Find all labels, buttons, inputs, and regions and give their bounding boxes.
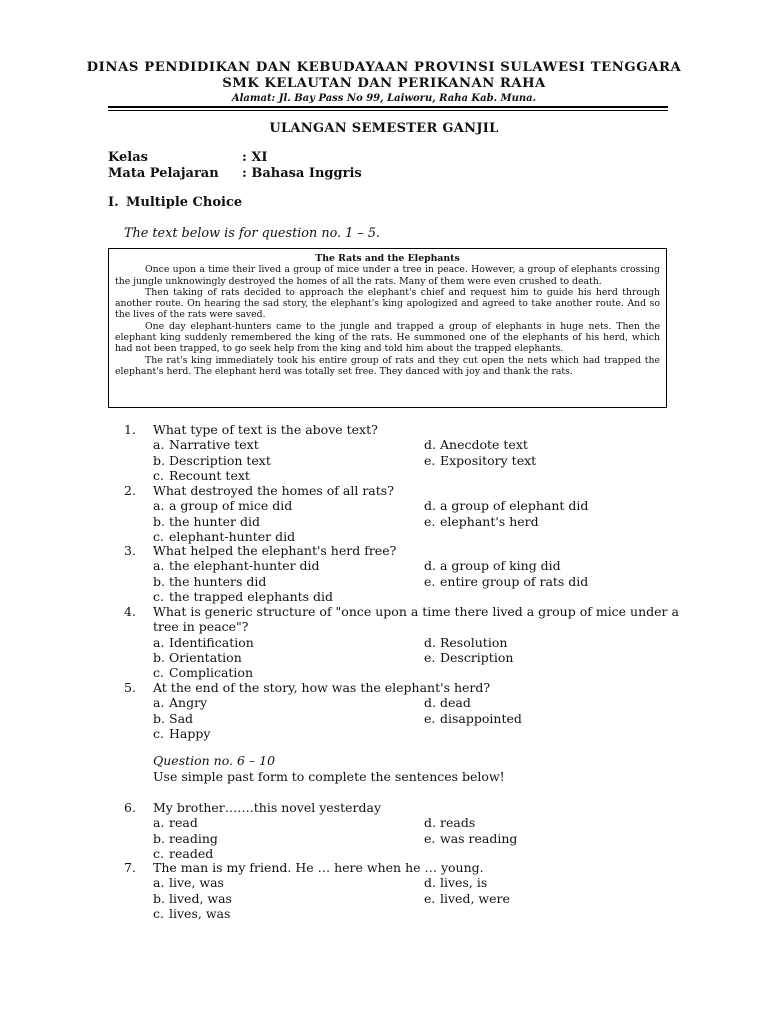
option-a: a. Identification bbox=[153, 634, 254, 650]
part2-label: Question no. 6 – 10 bbox=[153, 753, 276, 768]
option-b: b. lived, was bbox=[153, 890, 232, 906]
option-d: d. lives, is bbox=[424, 875, 488, 891]
question-7 bbox=[124, 860, 684, 921]
passage-paragraph: The rat's king immediately took his entire group of rats and they cut open the nets which had trapped the elephant's herd. The elephant herd was totally set free. They danced with joy and thank the rats. bbox=[115, 354, 660, 377]
question-number: 7. bbox=[124, 860, 136, 875]
option-c: c. elephant-hunter did bbox=[153, 528, 296, 544]
option-a: a. read bbox=[153, 815, 198, 831]
option-list bbox=[153, 558, 684, 604]
passage-title: The Rats and the Elephants bbox=[315, 253, 460, 264]
question-text: What destroyed the homes of all rats? bbox=[153, 483, 394, 498]
option-d: d. reads bbox=[424, 815, 476, 831]
option-a: a. the elephant-hunter did bbox=[153, 558, 320, 574]
passage-intro: The text below is for question no. 1 – 5. bbox=[124, 226, 381, 241]
option-list bbox=[153, 635, 684, 681]
option-a: a. a group of mice did bbox=[153, 498, 293, 514]
question-number: 6. bbox=[124, 800, 136, 815]
option-b: b. the hunters did bbox=[153, 573, 267, 589]
question-number: 4. bbox=[124, 604, 136, 619]
option-b: b. Description text bbox=[153, 452, 271, 468]
class-value: : XI bbox=[242, 150, 268, 165]
subject-row bbox=[108, 166, 362, 182]
question-text: What is generic structure of "once upon a time there lived a group of mice under a tree in peace"? bbox=[153, 604, 679, 635]
option-b: b. reading bbox=[153, 830, 218, 846]
option-list bbox=[153, 498, 684, 544]
option-a: a. Narrative text bbox=[153, 437, 259, 453]
option-e: e. was reading bbox=[424, 830, 518, 846]
exam-title: ULANGAN SEMESTER GANJIL bbox=[269, 121, 499, 136]
school-name: SMK KELAUTAN DAN PERIKANAN RAHA bbox=[222, 76, 546, 91]
option-d: d. a group of king did bbox=[424, 558, 561, 574]
option-list bbox=[153, 875, 684, 921]
option-c: c. readed bbox=[153, 845, 214, 861]
question-text: What type of text is the above text? bbox=[153, 422, 378, 437]
option-c: c. Happy bbox=[153, 725, 211, 741]
question-5 bbox=[124, 680, 684, 741]
reading-passage-box bbox=[108, 248, 667, 408]
question-text: The man is my friend. He … here when he … young. bbox=[153, 860, 484, 875]
school-header bbox=[0, 60, 768, 105]
class-label: Kelas bbox=[108, 150, 148, 165]
question-text: At the end of the story, how was the elephant's herd? bbox=[153, 680, 491, 695]
option-d: d. a group of elephant did bbox=[424, 498, 589, 514]
option-list bbox=[153, 695, 684, 741]
option-e: e. elephant's herd bbox=[424, 513, 539, 529]
class-row bbox=[108, 150, 268, 166]
question-2 bbox=[124, 483, 684, 544]
question-1 bbox=[124, 422, 684, 483]
question-number: 3. bbox=[124, 543, 136, 558]
header-divider-thick bbox=[108, 106, 668, 108]
option-e: e. entire group of rats did bbox=[424, 573, 589, 589]
question-number: 5. bbox=[124, 680, 136, 695]
option-d: d. Anecdote text bbox=[424, 437, 528, 453]
option-list bbox=[153, 437, 684, 483]
option-b: b. Orientation bbox=[153, 649, 242, 665]
question-6 bbox=[124, 800, 684, 861]
option-list bbox=[153, 815, 684, 861]
option-c: c. the trapped elephants did bbox=[153, 588, 334, 604]
question-text: What helped the elephant's herd free? bbox=[153, 543, 397, 558]
section-number: I. bbox=[108, 195, 119, 210]
school-address: Alamat: Jl. Bay Pass No 99, Laiworu, Raha Kab. Muna. bbox=[231, 93, 537, 104]
passage-paragraph: One day elephant-hunters came to the jungle and trapped a group of elephants in huge nets. Then the elephant king suddenly remembered the king of the rats. He summoned one of the elephants of his herd, which had not been trapped, to go seek help from the king and told him about the trapped elephants. bbox=[115, 320, 660, 355]
option-e: e. Description bbox=[424, 649, 514, 665]
part2-instruction: Use simple past form to complete the sentences below! bbox=[153, 769, 505, 784]
option-e: e. lived, were bbox=[424, 890, 510, 906]
agency-name: DINAS PENDIDIKAN DAN KEBUDAYAAN PROVINSI SULAWESI TENGGARA bbox=[86, 60, 682, 75]
option-d: d. Resolution bbox=[424, 634, 508, 650]
question-number: 2. bbox=[124, 483, 136, 498]
option-a: a. Angry bbox=[153, 695, 208, 711]
option-c: c. Recount text bbox=[153, 467, 250, 483]
subject-value: : Bahasa Inggris bbox=[242, 166, 362, 181]
option-d: d. dead bbox=[424, 695, 471, 711]
passage-paragraph: Once upon a time their lived a group of mice under a tree in peace. However, a group of elephants crossing the jungle unknowingly destroyed the homes of all the rats. Many of them were even crushed to death. bbox=[115, 264, 660, 287]
section-title: Multiple Choice bbox=[126, 195, 243, 210]
section-heading bbox=[108, 195, 242, 210]
header-divider-thin bbox=[108, 110, 668, 111]
question-number: 1. bbox=[124, 422, 136, 437]
subject-label: Mata Pelajaran bbox=[108, 166, 219, 181]
question-text: My brother…….this novel yesterday bbox=[153, 800, 382, 815]
option-b: b. the hunter did bbox=[153, 513, 260, 529]
question-3 bbox=[124, 543, 684, 604]
option-e: e. disappointed bbox=[424, 710, 522, 726]
option-c: c. Complication bbox=[153, 665, 253, 681]
option-a: a. live, was bbox=[153, 875, 224, 891]
option-b: b. Sad bbox=[153, 710, 194, 726]
option-c: c. lives, was bbox=[153, 905, 231, 921]
passage-paragraph: Then taking of rats decided to approach the elephant's chief and request him to guide his herd through another route. On hearing the sad story, the elephant's king apologized and agreed to take another route. And so the lives of the rats were saved. bbox=[115, 286, 660, 321]
question-4 bbox=[124, 604, 684, 680]
option-e: e. Expository text bbox=[424, 452, 537, 468]
